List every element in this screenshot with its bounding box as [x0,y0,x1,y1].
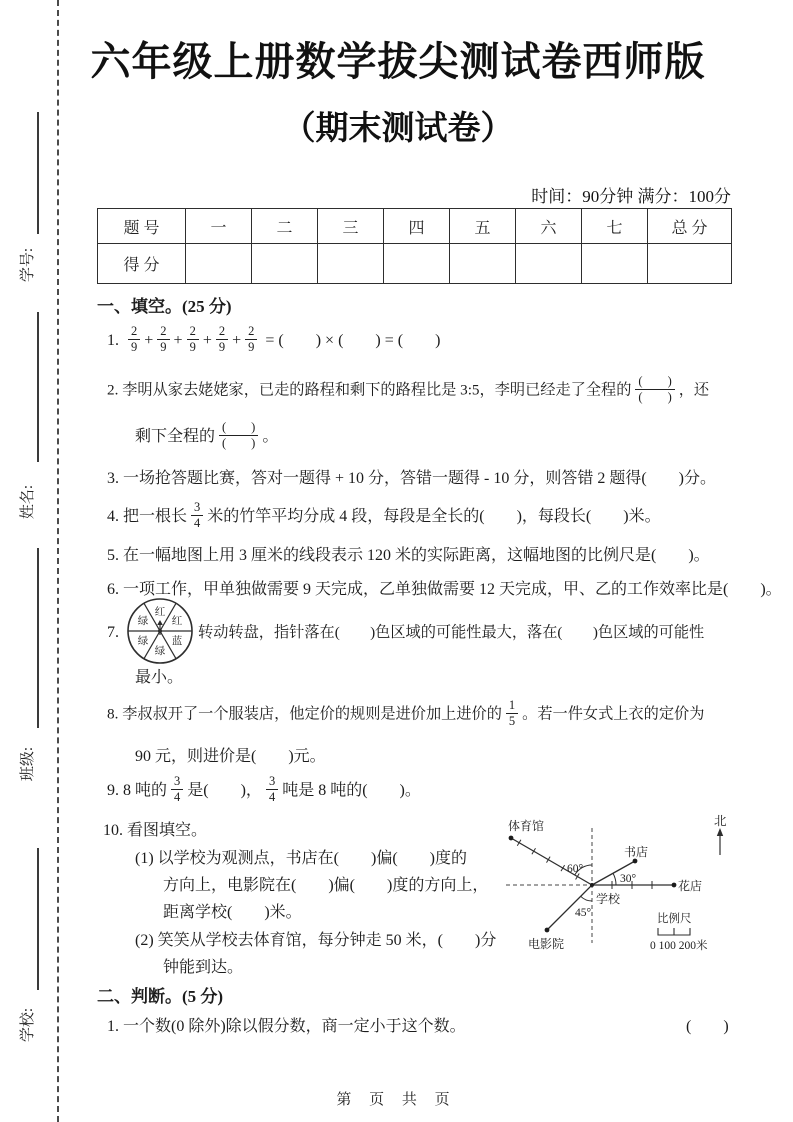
direction-map [484,803,780,963]
map-cinema-dot [545,928,550,933]
fraction-two-ninths [157,324,169,355]
fraction-numerator: 3 [171,774,183,790]
plus-sign: + [173,331,183,349]
score-table-header-cell: 四 [384,209,450,244]
time-score-meta: 时间：90分钟 满分：100分 [531,187,731,206]
spinner-label: 绿 [137,616,149,627]
page-subtitle: （期末测试卷） [282,109,514,146]
map-flower-shop-label: 花店 [678,879,703,893]
question-text: 。 [262,427,279,445]
map-bookstore-label: 书店 [624,845,649,859]
sidebar-blank-line [37,112,39,234]
fraction-two-ninths [216,324,228,355]
map-angle-arc-30 [613,873,616,885]
score-table-header-cell: 七 [582,209,648,244]
map-scale-label: 比例尺 [657,913,692,925]
question-number: 1. [107,331,119,349]
score-table-cell [384,244,450,284]
question-3: 3. 一场抢答题比赛，答对一题得 + 10 分，答错一题得 - 10 分，则答错 2 题得( )分。 [107,470,717,487]
score-row-label: 得 分 [98,244,186,284]
question-text: 吨是 8 吨的( )。 [282,781,421,799]
question-4 [107,502,661,533]
question-text: 2. 李明从家去姥姥家，已走的路程和剩下的路程比是 3:5，李明已经走了全程的 [107,381,632,399]
fraction-denominator: ( ) [638,389,672,404]
map-bookstore-dot [633,859,638,864]
question-text: 剩下全程的 [135,427,216,445]
sidebar-blank-line [37,312,39,462]
score-table-header-cell: 六 [516,209,582,244]
score-table-cell [648,244,732,284]
question-text: 是( )， [187,781,262,799]
question-text: 9. 8 吨的 [107,781,168,799]
question-9 [107,776,421,807]
score-table-cell [252,244,318,284]
question-text: 。若一件女式上衣的定价为 [522,705,705,723]
question-text: 4. 把一根长 [107,507,188,525]
spinner-diagram [124,595,196,667]
page-title: 六年级上册数学拔尖测试卷西师版 [90,40,706,84]
fraction-one-fifth [506,698,518,729]
fraction-denominator: 9 [160,339,167,354]
spinner-label: 绿 [137,636,149,647]
fraction-denominator: 5 [508,713,516,728]
spinner-label: 红 [154,607,166,618]
score-table-cell [450,244,516,284]
score-table-header-cell: 一 [186,209,252,244]
question-text: 8. 李叔叔开了一个服装店，他定价的规则是进价加上进价的 [107,705,502,723]
spinner-pointer-head [157,620,163,625]
fraction-numerator: 2 [157,324,169,340]
fraction-denominator: 9 [218,339,226,354]
question-7-number: 7. [107,624,119,641]
spinner-label: 蓝 [171,636,183,647]
question-7-line-1: 转动转盘，指针落在( )色区域的可能性最大，落在( )色区域的可能性 [198,624,705,641]
sidebar-label-student-id: 学号: [20,247,36,283]
question-10-1-line-2: 方向上，电影院在( )偏( )度的方向上， [163,877,489,894]
map-gym-dot [509,836,514,841]
fraction-numerator: 1 [506,698,518,714]
score-table-header-cell: 总 分 [648,209,732,244]
plus-sign: + [144,331,154,349]
fraction-numerator: 2 [216,324,228,340]
score-table-header-cell: 题 号 [98,209,186,244]
fraction-denominator: 9 [131,339,138,354]
sidebar-label-class: 班级: [20,746,36,782]
question-8-line-2: 90 元，则进价是( )元。 [135,748,326,765]
question-text: ，还 [678,381,710,399]
fraction-numerator: ( ) [219,420,258,436]
fraction-two-ninths [245,324,257,355]
map-flower-shop-dot [672,883,677,888]
score-table-cell [186,244,252,284]
fraction-two-ninths [187,324,199,355]
question-6: 6. 一项工作，甲单独做需要 9 天完成，乙单独做需要 12 天完成，甲、乙的工作效率比是( )。 [107,581,782,598]
fraction-numerator: 3 [191,500,203,516]
map-school-dot [590,883,594,887]
section-2-title: 二、判断。(5 分) [97,987,224,1006]
score-table-header-cell: 二 [252,209,318,244]
fraction-three-fourths [191,500,203,531]
section-1-title: 一、填空。(25 分) [97,297,232,316]
plus-sign: + [202,331,212,349]
map-ray-gym [511,838,592,885]
north-arrow-head [717,828,723,836]
fraction-blank [219,420,258,451]
fraction-numerator: 2 [187,324,199,340]
map-gym-label: 体育馆 [508,819,545,833]
judge-question-1: 1. 一个数(0 除外)除以假分数，商一定小于这个数。 [107,1018,466,1035]
fraction-denominator: 4 [174,789,181,804]
map-angle-60-label: 60° [567,863,584,875]
fraction-denominator: 9 [189,339,196,354]
question-1 [107,326,440,357]
map-north-label: 北 [714,814,727,828]
score-table-header-cell: 三 [318,209,384,244]
page-footer: 第 页 共 页 [336,1092,457,1108]
map-cinema-label: 电影院 [528,937,565,951]
map-scale-bar [658,928,690,935]
question-2-line-2 [135,422,278,453]
question-10-title: 10. 看图填空。 [103,822,208,839]
fraction-numerator: 2 [245,324,257,340]
question-7-line-2: 最小。 [135,669,184,686]
score-table-cell [516,244,582,284]
question-text: 米的竹竿平均分成 4 段，每段是全长的( )，每段长( )米。 [207,507,661,525]
sidebar-blank-line [37,548,39,728]
score-table-header-cell: 五 [450,209,516,244]
fraction-denominator: 4 [268,789,276,804]
score-table-cell [318,244,384,284]
fraction-denominator: 4 [194,515,201,530]
question-text: = ( ) × ( ) = ( ) [265,331,441,349]
map-angle-45-label: 45° [575,907,592,919]
question-2-line-1 [107,376,709,407]
map-angle-arc-45 [581,896,592,901]
score-table-cell [582,244,648,284]
fraction-two-ninths [128,324,140,355]
fraction-denominator: ( ) [222,435,256,450]
spinner-label: 红 [171,616,183,627]
map-scale-values: 0 100 200米 [650,940,708,952]
score-table [97,208,732,284]
fraction-numerator: ( ) [635,374,674,390]
map-school-label: 学校 [596,892,621,906]
question-10-2-line-1: (2) 笑笑从学校去体育馆，每分钟走 50 米，( )分 [135,932,497,949]
question-10-1-line-1: (1) 以学校为观测点，书店在( )偏( )度的 [135,850,467,867]
fraction-denominator: 9 [248,339,255,354]
question-10-2-line-2: 钟能到达。 [163,959,244,976]
question-8-line-1 [107,700,704,731]
question-5: 5. 在一幅地图上用 3 厘米的线段表示 120 米的实际距离，这幅地图的比例尺是( )。 [107,547,710,564]
map-angle-30-label: 30° [620,873,637,885]
fraction-numerator: 2 [128,324,140,340]
sidebar-label-school: 学校: [20,1007,36,1043]
fraction-three-fourths [171,774,183,805]
judge-question-1-answer-bracket: ( ) [686,1018,729,1035]
seal-dashed-line [57,0,59,1122]
plus-sign: + [232,331,242,349]
fraction-numerator: 3 [266,774,278,790]
sidebar-label-name: 姓名: [20,484,36,520]
question-10-1-line-3: 距离学校( )米。 [163,904,302,921]
fraction-three-fourths [266,774,278,805]
fraction-blank [635,374,674,405]
sidebar-blank-line [37,848,39,990]
spinner-label: 绿 [154,646,166,657]
